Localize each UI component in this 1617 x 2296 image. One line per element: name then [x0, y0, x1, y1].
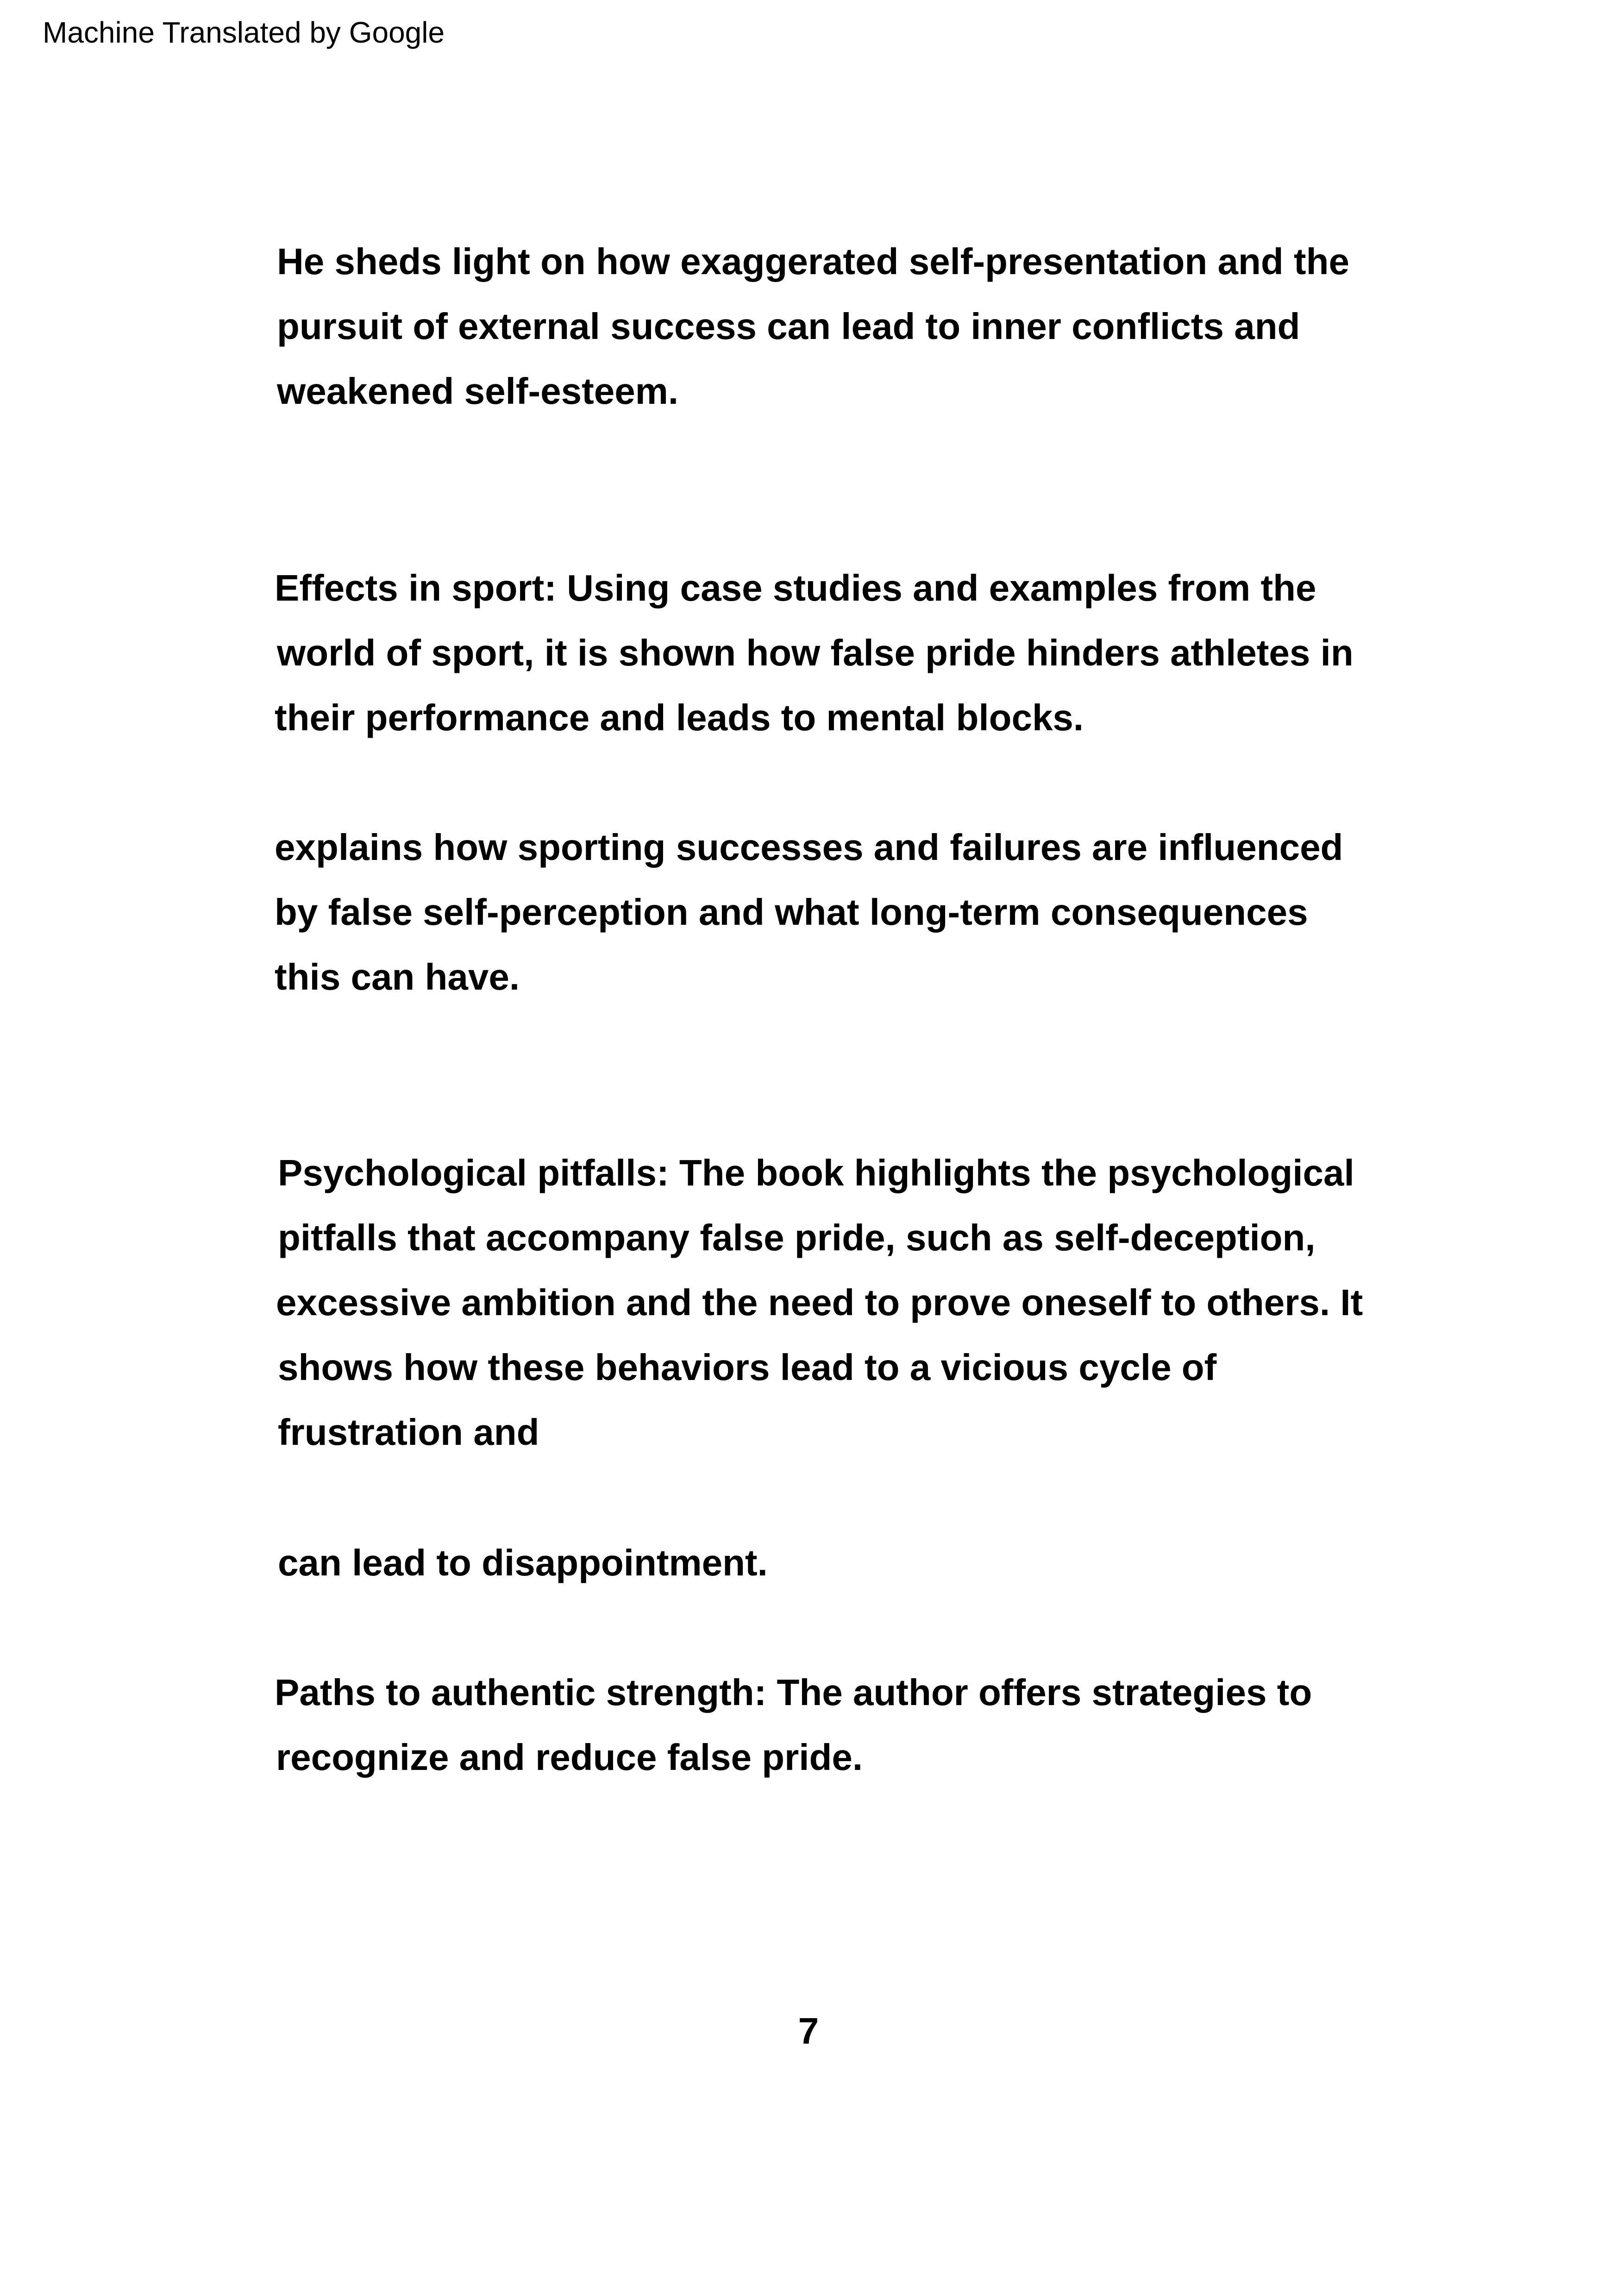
text-line: shows how these behaviors lead to a vicious cycle of [278, 1347, 1217, 1388]
translation-notice: Machine Translated by Google [43, 16, 445, 49]
text-line: explains how sporting successes and failures are influenced [275, 827, 1343, 868]
text-line: world of sport, it is shown how false pride hinders athletes in [277, 632, 1354, 673]
text-line: recognize and reduce false pride. [276, 1737, 863, 1778]
text-line: He sheds light on how exaggerated self-presentation and the [277, 241, 1349, 282]
text-line: weakened self-esteem. [277, 370, 679, 412]
text-line: their performance and leads to mental blocks. [275, 697, 1084, 738]
page-number: 7 [798, 2010, 819, 2051]
text-line: pitfalls that accompany false pride, such as self-deception, [278, 1217, 1316, 1258]
text-line: pursuit of external success can lead to inner conflicts and [277, 306, 1300, 347]
text-line: this can have. [275, 956, 520, 997]
text-line: Paths to authentic strength: The author offers strategies to [275, 1672, 1312, 1713]
text-line: by false self-perception and what long-term consequences [275, 891, 1308, 933]
text-line: can lead to disappointment. [278, 1542, 768, 1583]
text-line: frustration and [278, 1411, 539, 1453]
text-line: Psychological pitfalls: The book highlights the psychological [278, 1152, 1354, 1193]
text-line: excessive ambition and the need to prove oneself to others. It [276, 1282, 1363, 1323]
text-line: Effects in sport: Using case studies and examples from the [275, 567, 1316, 609]
